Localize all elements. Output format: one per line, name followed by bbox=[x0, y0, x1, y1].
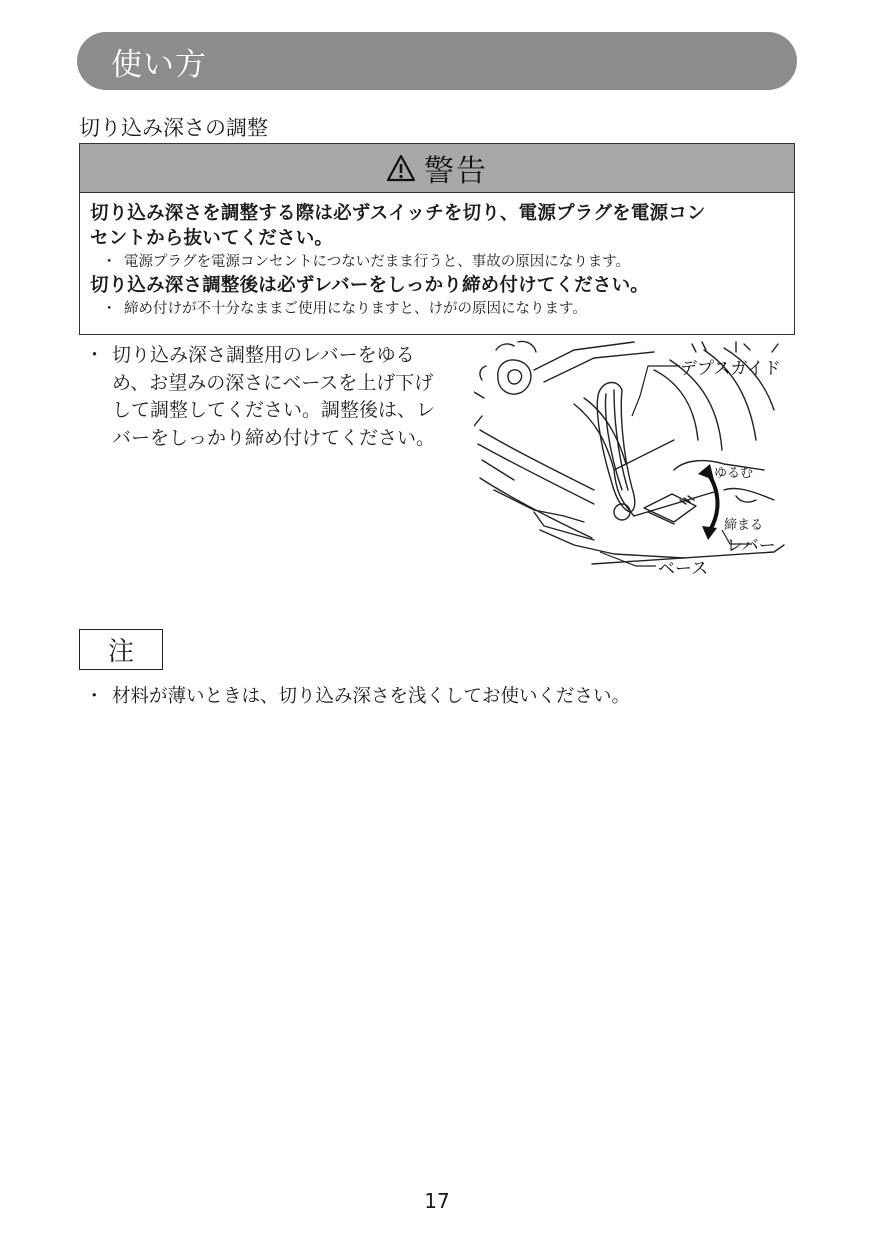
warning-text: 切り込み深さ調整後は必ずレバーをしっかり締め付けてください。 bbox=[90, 275, 649, 296]
label-lever: レバー bbox=[726, 536, 776, 556]
instruction-line: め、お望みの深さにベースを上げ下げ bbox=[112, 371, 434, 394]
section-title: 切り込み深さの調整 bbox=[79, 116, 268, 140]
warning-triangle-icon bbox=[386, 154, 416, 182]
bullet: ・ bbox=[85, 686, 104, 707]
bullet: ・ bbox=[85, 344, 105, 366]
warning-body bbox=[80, 193, 794, 320]
warning-heading: 警告 bbox=[424, 154, 488, 189]
instruction-line: して調整してください。調整後は、レ bbox=[112, 399, 436, 421]
header-bar bbox=[77, 32, 797, 90]
warning-text: 切り込み深さを調整する際は必ずスイッチを切り、電源プラグを電源コン bbox=[90, 203, 706, 224]
warning-box bbox=[79, 143, 795, 335]
warning-subtext: 締め付けが不十分なままご使用になりますと、けがの原因になります。 bbox=[124, 301, 587, 317]
label-loosen: ゆるむ bbox=[714, 466, 754, 481]
saw-illustration bbox=[474, 340, 794, 580]
warning-subitem: ・ 電源プラグを電源コンセントにつないだまま行うと、事故の原因になります。 bbox=[102, 254, 631, 270]
note-item bbox=[85, 682, 630, 708]
note-heading-box bbox=[79, 629, 163, 670]
label-base: ベース bbox=[658, 559, 709, 579]
page-number: 17 bbox=[424, 1189, 450, 1213]
label-tighten: 締まる bbox=[724, 518, 764, 533]
label-depth-guide: デプスガイド bbox=[680, 359, 781, 379]
warning-subtext: 電源プラグを電源コンセントにつないだまま行うと、事故の原因になります。 bbox=[124, 254, 631, 270]
instruction-item bbox=[85, 342, 465, 452]
note-text: 材料が薄いときは、切り込み深さを浅くしてお使いください。 bbox=[112, 686, 631, 707]
instruction-line: 切り込み深さ調整用のレバーをゆる bbox=[112, 344, 415, 366]
note-heading: 注 bbox=[107, 637, 134, 667]
instruction-line: バーをしっかり締め付けてください。 bbox=[112, 426, 436, 449]
warning-subitem: ・ 締め付けが不十分なままご使用になりますと、けがの原因になります。 bbox=[102, 301, 587, 317]
page-title: 使い方 bbox=[111, 46, 207, 83]
warning-text: セントから抜いてください。 bbox=[90, 228, 334, 249]
warning-header bbox=[80, 144, 794, 193]
